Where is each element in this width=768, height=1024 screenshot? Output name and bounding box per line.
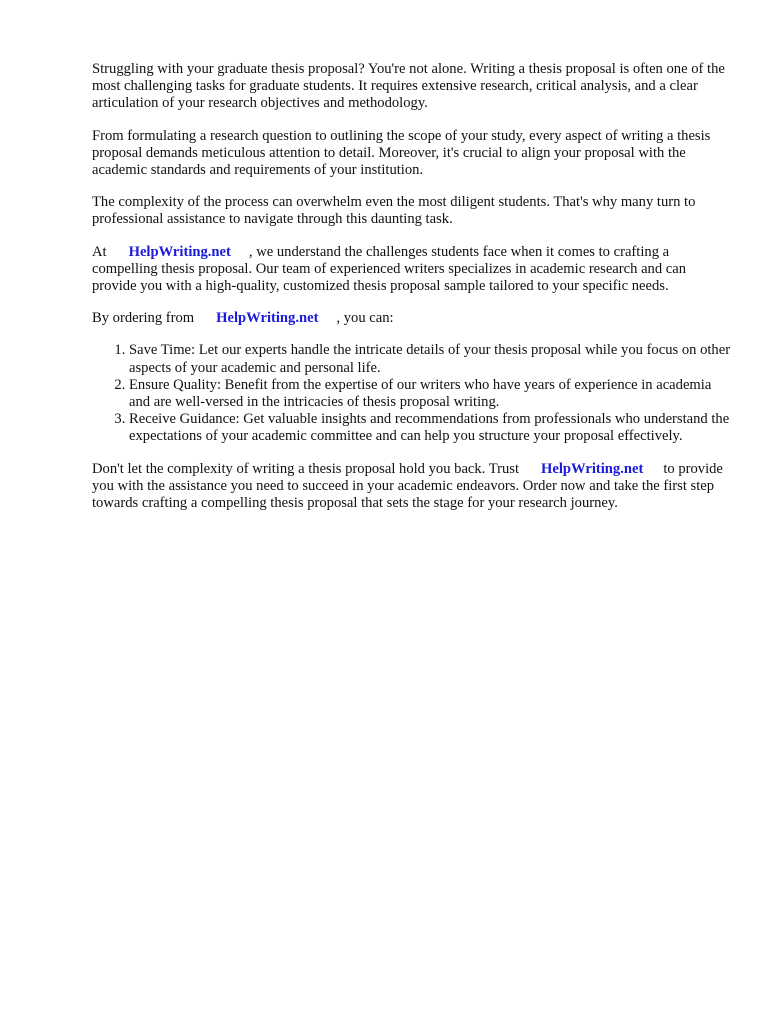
list-item: 3. Receive Guidance: Get valuable insights and recommendations from professionals who understand the expectations of your academic committee and can help you structure your proposal effectively. [129, 411, 732, 445]
closing-paragraph [92, 461, 732, 513]
benefits-list [92, 342, 732, 445]
intro-paragraph: Struggling with your graduate thesis proposal? You're not alone. Writing a thesis proposal is often one of the most challenging tasks for graduate students. It requires extensive research, critical analysis, and a clear articulation of your research objectives and methodology. [92, 61, 725, 112]
ordering-paragraph [92, 310, 732, 327]
service-paragraph-body: , we understand the challenges students face when it comes to crafting a compelling thesis proposal. Our team of experienced writers specializes in academic research and can provide you with a high-quality, customized thesis proposal sample tailored to your specific needs. [92, 243, 687, 295]
ordering-paragraph-prefix: By ordering from [92, 310, 195, 327]
scope-paragraph: From formulating a research question to outlining the scope of your study, every aspect of writing a thesis proposal demands meticulous attention to detail. Moreover, it's crucial to align your proposal with the academic standards and requirements of your institution. [92, 127, 711, 179]
list-item: 2. Ensure Quality: Benefit from the expertise of our writers who have years of experience in academia and are well-versed in the intricacies of thesis proposal writing. [129, 377, 732, 411]
helpwriting-link-3[interactable]: HelpWriting.net [541, 460, 644, 477]
service-paragraph [92, 244, 732, 296]
helpwriting-link-2[interactable]: HelpWriting.net [216, 310, 319, 327]
complexity-paragraph: The complexity of the process can overwhelm even the most diligent students. That's why many turn to professional assistance to navigate through this daunting task. [92, 194, 696, 228]
service-paragraph-prefix: At [92, 243, 107, 260]
closing-paragraph-body: to provide you with the assistance you need to succeed in your academic endeavors. Order now and take the first step towards crafting a compelling thesis proposal that sets the stage for your research journey. [92, 460, 723, 512]
closing-paragraph-prefix: Don't let the complexity of writing a thesis proposal hold you back. Trust [92, 460, 520, 477]
ordering-paragraph-suffix: , you can: [336, 310, 394, 327]
list-item: 1. Save Time: Let our experts handle the intricate details of your thesis proposal while you focus on other aspects of your academic and personal life. [129, 342, 732, 376]
document-page [92, 61, 732, 527]
helpwriting-link-1[interactable]: HelpWriting.net [128, 243, 231, 260]
